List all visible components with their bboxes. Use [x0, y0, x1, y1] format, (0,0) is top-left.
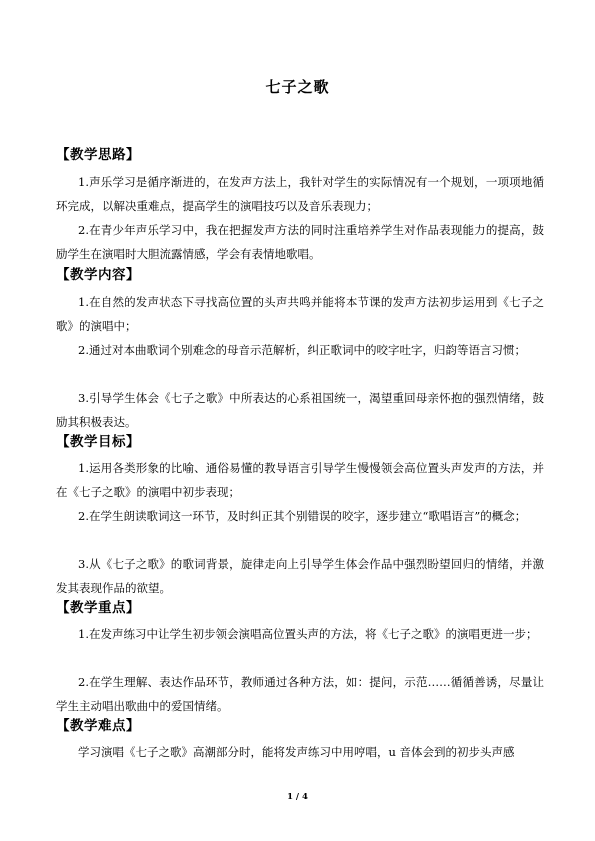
paragraph: 3.从《七子之歌》的歌词背景，旋律走向上引导学生体会作品中强烈盼望回归的情绪，并激发其表现作品的欲望。 — [56, 557, 544, 595]
paragraph: 1.在自然的发声状态下寻找高位置的头声共鸣并能将本节课的发声方法初步运用到《七子之歌》的演唱中； — [56, 295, 544, 333]
page-title: 七子之歌 — [265, 78, 330, 96]
section-heading-teaching-approach: 【教学思路】 — [56, 147, 140, 163]
section-heading-teaching-content: 【教学内容】 — [56, 267, 140, 283]
paragraph: 1.在发声练习中让学生初步领会演唱高位置头声的方法，将《七子之歌》的演唱更进一步； — [78, 627, 538, 641]
paragraph: 3.引导学生体会《七子之歌》中所表达的心系祖国统一，渴望重回母亲怀抱的强烈情绪，鼓励其积极表达。 — [56, 391, 544, 429]
section-heading-teaching-goals: 【教学目标】 — [56, 434, 140, 450]
paragraph: 2.通过对本曲歌词个别难念的母音示范解析，纠正歌词中的咬字吐字，归韵等语言习惯； — [78, 343, 526, 357]
page-number: 1 / 4 — [287, 792, 308, 802]
paragraph: 2.在学生理解、表达作品环节，教师通过各种方法，如：提问，示范……循循善诱，尽量让学生主动唱出歌曲中的爱国情绪。 — [56, 675, 544, 713]
section-heading-key-points: 【教学重点】 — [56, 600, 140, 616]
paragraph: 2.在学生朗读歌词这一环节，及时纠正其个别错误的咬字，逐步建立“歌唱语言”的概念； — [78, 509, 527, 523]
paragraph: 1.声乐学习是循序渐进的，在发声方法上，我针对学生的实际情况有一个规划，一项项地循环完成，以解决重难点，提高学生的演唱技巧以及音乐表现力； — [56, 175, 544, 213]
section-heading-difficulties: 【教学难点】 — [56, 718, 140, 734]
paragraph: 1.运用各类形象的比喻、通俗易懂的教导语言引导学生慢慢领会高位置头声发声的方法，并在《七子之歌》的演唱中初步表现； — [56, 461, 544, 499]
paragraph: 2.在青少年声乐学习中，我在把握发声方法的同时注重培养学生对作品表现能力的提高，鼓励学生在演唱时大胆流露情感，学会有表情地歌唱。 — [56, 223, 544, 261]
paragraph: 学习演唱《七子之歌》高潮部分时，能将发声练习中用哼唱，u 音体会到的初步头声感 — [78, 745, 515, 759]
